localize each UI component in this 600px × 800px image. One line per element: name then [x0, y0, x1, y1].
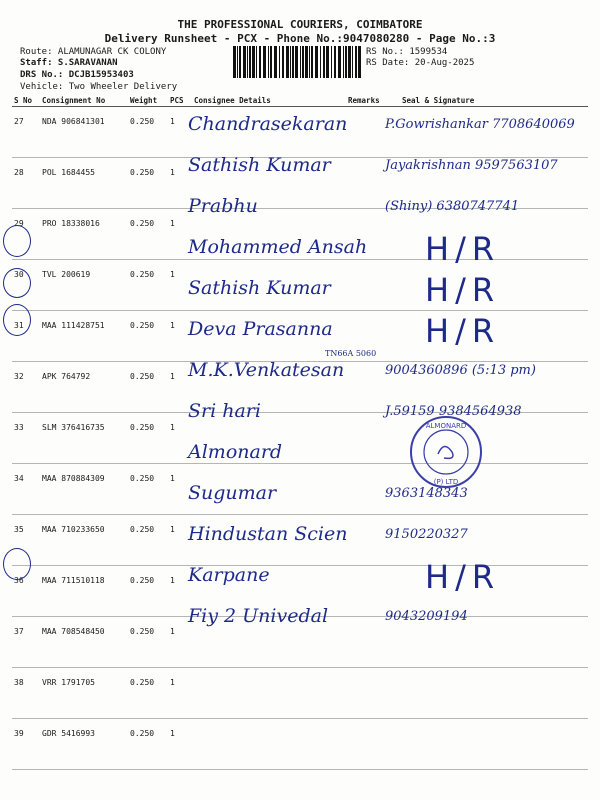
handwritten-signature: H/R: [425, 558, 501, 596]
handwritten-consignee: Chandrasekaran: [188, 113, 348, 135]
barcode: [233, 46, 363, 78]
col-weight: Weight: [128, 94, 168, 107]
handwritten-signature: 9150220327: [385, 527, 468, 542]
route-info: Route: ALAMUNAGAR CK COLONY: [20, 47, 167, 57]
cell-sno: 27: [12, 107, 40, 158]
handwritten-consignee: Mohammed Ansah: [188, 236, 368, 258]
handwritten-consignee: Almonard: [188, 441, 283, 463]
cell-consignee: [192, 668, 346, 719]
cell-remarks: [346, 668, 400, 719]
cell-sno: 38: [12, 668, 40, 719]
handwritten-consignee: Sri hari: [188, 400, 261, 422]
cell-signature: [400, 107, 588, 158]
cell-pcs: 1: [168, 617, 192, 668]
cell-weight: 0.250: [128, 362, 168, 413]
company-seal-stamp: [408, 414, 484, 490]
col-consignment: Consignment No: [40, 94, 128, 107]
cell-weight: 0.250: [128, 464, 168, 515]
cell-sno: 28: [12, 158, 40, 209]
cell-weight: 0.250: [128, 515, 168, 566]
runsheet-table: [12, 94, 588, 770]
handwritten-signature: H/R: [425, 312, 501, 350]
cell-remarks: [346, 719, 400, 770]
handwritten-signature: 9043209194: [385, 609, 468, 624]
cell-remarks: [346, 617, 400, 668]
cell-consignment: MAA 870884309: [40, 464, 128, 515]
cell-sno: 29: [12, 209, 40, 260]
cell-sno: 35: [12, 515, 40, 566]
handwritten-signature: (Shiny) 6380747741: [385, 199, 520, 214]
vehicle-note: TN66A 5060: [325, 349, 377, 358]
staff-info: Staff: S.SARAVANAN: [20, 58, 118, 68]
runsheet-title: Delivery Runsheet - PCX - Phone No.:9047080280 - Page No.:3: [104, 32, 496, 45]
col-remarks: Remarks: [346, 94, 400, 107]
cell-weight: 0.250: [128, 413, 168, 464]
cell-weight: 0.250: [128, 719, 168, 770]
handwritten-signature: H/R: [425, 230, 501, 268]
cell-consignment: GDR 5416993: [40, 719, 128, 770]
cell-signature: [400, 617, 588, 668]
handwritten-signature: J.59159 9384564938: [385, 404, 522, 419]
cell-weight: 0.250: [128, 668, 168, 719]
handwritten-signature: H/R: [425, 271, 501, 309]
drs-info: DRS No.: DCJB15953403: [20, 70, 134, 80]
circle-mark-row-38: [3, 548, 31, 580]
cell-weight: 0.250: [128, 566, 168, 617]
handwritten-consignee: Prabhu: [188, 195, 258, 217]
handwritten-consignee: Hindustan Scien: [188, 523, 348, 545]
circle-mark-row-31: [3, 268, 31, 298]
cell-consignment: PRO 18338016: [40, 209, 128, 260]
cell-sno: 31: [12, 311, 40, 362]
cell-consignment: MAA 111428751: [40, 311, 128, 362]
cell-weight: 0.250: [128, 158, 168, 209]
cell-consignment: APK 764792: [40, 362, 128, 413]
cell-pcs: 1: [168, 260, 192, 311]
cell-consignment: TVL 200619: [40, 260, 128, 311]
handwritten-signature: Jayakrishnan 9597563107: [385, 158, 558, 173]
cell-sno: 33: [12, 413, 40, 464]
cell-weight: 0.250: [128, 107, 168, 158]
cell-remarks: [346, 107, 400, 158]
cell-weight: 0.250: [128, 311, 168, 362]
rs-date: RS Date: 20-Aug-2025: [366, 58, 475, 68]
cell-consignment: POL 1684455: [40, 158, 128, 209]
handwritten-signature: 9363148343: [385, 486, 468, 501]
col-consignee: Consignee Details: [192, 94, 346, 107]
table-row: [12, 668, 588, 719]
handwritten-signature: P.Gowrishankar 7708640069: [385, 117, 575, 132]
cell-pcs: 1: [168, 107, 192, 158]
table-row: [12, 413, 588, 464]
table-header: [12, 94, 588, 107]
cell-consignment: NDA 906841301: [40, 107, 128, 158]
cell-consignee: [192, 719, 346, 770]
cell-remarks: [346, 413, 400, 464]
svg-text:ALMONARD: ALMONARD: [425, 422, 467, 430]
cell-pcs: 1: [168, 464, 192, 515]
cell-consignment: SLM 376416735: [40, 413, 128, 464]
cell-signature: [400, 719, 588, 770]
col-pcs: PCS: [168, 94, 192, 107]
cell-weight: 0.250: [128, 617, 168, 668]
handwritten-consignee: Sugumar: [188, 482, 277, 504]
cell-weight: 0.250: [128, 209, 168, 260]
cell-sno: 39: [12, 719, 40, 770]
cell-pcs: 1: [168, 362, 192, 413]
handwritten-consignee: Sathish Kumar: [188, 154, 331, 176]
handwritten-consignee: Deva Prasanna: [188, 318, 333, 340]
col-sno: S No: [12, 94, 40, 107]
cell-sno: 36: [12, 566, 40, 617]
cell-pcs: 1: [168, 566, 192, 617]
cell-signature: [400, 668, 588, 719]
handwritten-consignee: Sathish Kumar: [188, 277, 331, 299]
cell-sno: 32: [12, 362, 40, 413]
cell-consignment: MAA 708548450: [40, 617, 128, 668]
handwritten-consignee: Fiy 2 Univedal: [188, 605, 329, 627]
cell-weight: 0.250: [128, 260, 168, 311]
cell-consignment: MAA 711510118: [40, 566, 128, 617]
cell-sno: 30: [12, 260, 40, 311]
cell-pcs: 1: [168, 311, 192, 362]
table-row: [12, 464, 588, 515]
cell-pcs: 1: [168, 719, 192, 770]
svg-text:(P) LTD: (P) LTD: [433, 478, 459, 486]
cell-pcs: 1: [168, 668, 192, 719]
table-row: [12, 719, 588, 770]
cell-consignment: VRR 1791705: [40, 668, 128, 719]
cell-remarks: [346, 260, 400, 311]
circle-mark-row-30: [3, 225, 31, 257]
cell-pcs: 1: [168, 515, 192, 566]
cell-consignment: MAA 710233650: [40, 515, 128, 566]
handwritten-consignee: Karpane: [188, 564, 270, 586]
cell-sno: 37: [12, 617, 40, 668]
rs-number: RS No.: 1599534: [366, 47, 448, 57]
handwritten-consignee: M.K.Venkatesan: [188, 359, 345, 381]
cell-pcs: 1: [168, 413, 192, 464]
cell-pcs: 1: [168, 209, 192, 260]
handwritten-signature: 9004360896 (5:13 pm): [385, 363, 536, 378]
company-name: THE PROFESSIONAL COURIERS, COIMBATORE: [177, 18, 423, 31]
vehicle-info: Vehicle: Two Wheeler Delivery: [20, 82, 178, 92]
circle-mark-row-32: [3, 304, 31, 336]
cell-pcs: 1: [168, 158, 192, 209]
cell-sno: 34: [12, 464, 40, 515]
col-signature: Seal & Signature: [400, 94, 588, 107]
